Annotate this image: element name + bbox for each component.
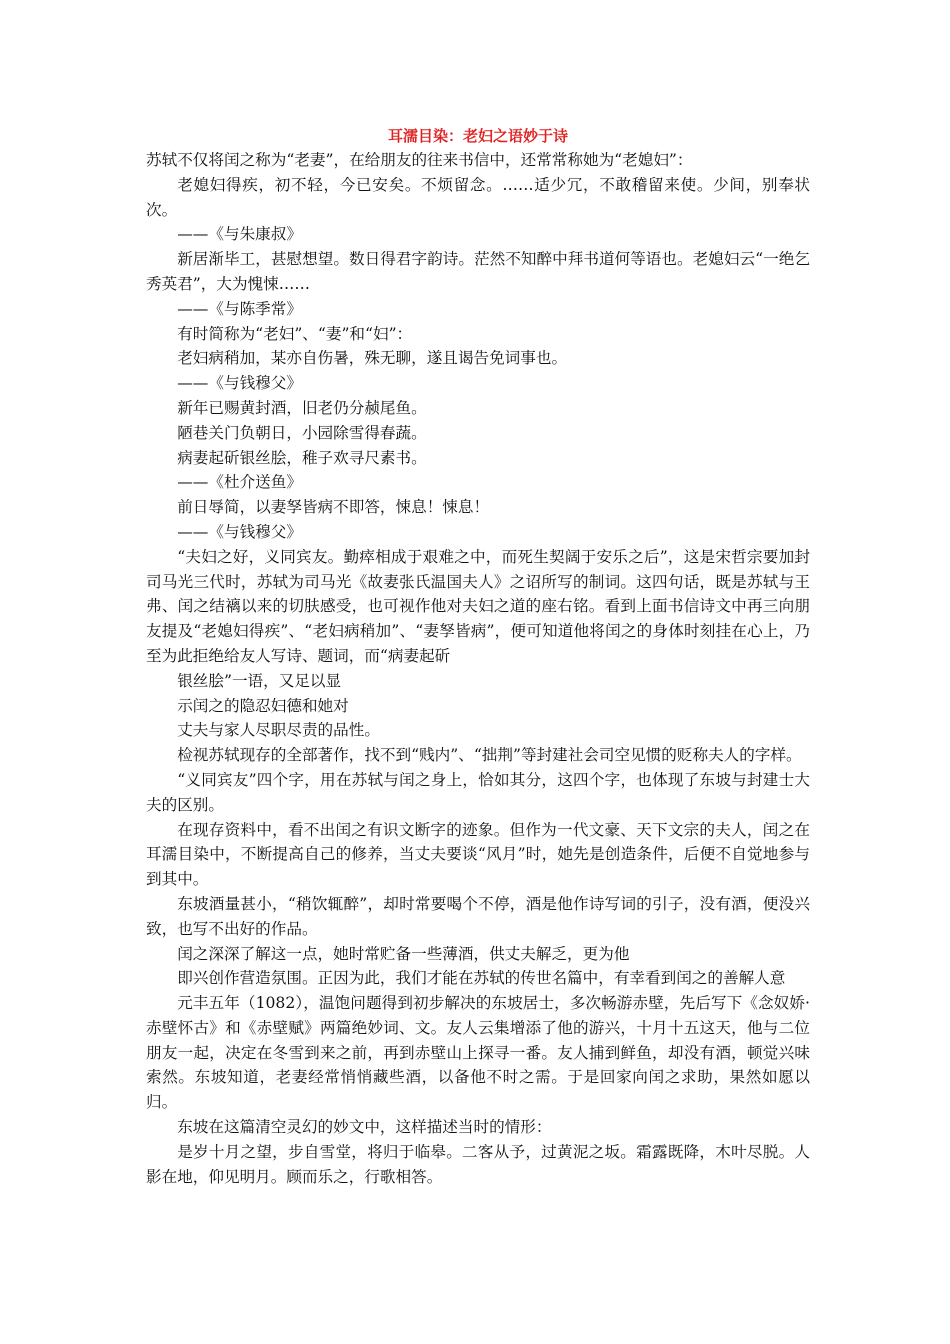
paragraph: 元丰五年（1082），温饱问题得到初步解决的东坡居士，多次畅游赤壁，先后写下《念奴娇·赤壁怀古》和《赤壁赋》两篇绝妙词、文。友人云集增添了他的游兴，十月十五这天，他与二位朋友一起，决定在冬雪到来之前，再到赤壁山上探寻一番。友人捕到鲜鱼，却没有酒，顿觉兴味索然。东坡知道，老妻经常悄悄藏些酒，以备他不时之需。于是回家向闰之求助，果然如愿以归。 bbox=[146, 994, 810, 1112]
paragraph: 在现存资料中，看不出闰之有识文断字的迹象。但作为一代文豪、天下文宗的夫人，闰之在耳濡目染中，不断提高自己的修养，当丈夫要谈“风月”时，她先是创造条件，后便不自觉地参与到其中。 bbox=[146, 820, 810, 889]
paragraph: 病妻起斫银丝脍，稚子欢寻尺素书。 bbox=[177, 448, 427, 467]
paragraph: 东坡在这篇清空灵幻的妙文中，这样描述当时的情形： bbox=[177, 1118, 552, 1137]
paragraph: 检视苏轼现存的全部著作，找不到“贱内”、“拙荆”等封建社会司空见惯的贬称夫人的字样。 bbox=[177, 746, 802, 765]
paragraph: 新居渐毕工，甚慰想望。数日得君字韵诗。茫然不知醉中拜书道何等语也。老媳妇云“一绝乞秀英君”，大为愧悚…… bbox=[146, 250, 810, 293]
paragraph: 苏轼不仅将闰之称为“老妻”，在给朋友的往来书信中，还常常称她为“老媳妇”： bbox=[146, 151, 693, 169]
paragraph: 丈夫与家人尽职尽责的品性。 bbox=[177, 721, 380, 740]
document-page bbox=[146, 124, 810, 1189]
paragraph: 老妇病稍加，某亦自伤暑，殊无聊，遂且谒告免词事也。 bbox=[177, 349, 568, 368]
paragraph: “义同宾友”四个字，用在苏轼与闰之身上，恰如其分，这四个字，也体现了东坡与封建士大夫的区别。 bbox=[146, 770, 810, 814]
paragraph: 是岁十月之望，步自雪堂，将归于临皋。二客从予，过黄泥之坂。霜露既降，木叶尽脱。人影在地，仰见明月。顾而乐之，行歌相答。 bbox=[146, 1142, 810, 1186]
paragraph: ——《杜介送鱼》 bbox=[177, 473, 302, 492]
paragraph: 老媳妇得疾，初不轻，今已安矣。不烦留念。……适少冗，不敢稽留来使。少间，别奉状次。 bbox=[146, 175, 810, 219]
paragraph: 有时简称为“老妇”、“妻”和“妇”： bbox=[177, 324, 413, 343]
paragraph: ——《与钱穆父》 bbox=[177, 522, 302, 541]
document-title: 耳濡目染：老妇之语妙于诗 bbox=[387, 127, 568, 145]
paragraph: 前日辱简，以妻孥皆病不即答，悚息！悚息！ bbox=[177, 498, 490, 517]
paragraph: 陋巷关门负朝日，小园除雪得春蔬。 bbox=[177, 423, 427, 442]
paragraph: 示闰之的隐忍妇德和她对 bbox=[177, 696, 349, 715]
paragraph: ——《与朱康叔》 bbox=[177, 225, 302, 244]
document-body bbox=[146, 148, 810, 1189]
paragraph: “夫妇之好，义同宾友。勤瘁相成于艰难之中，而死生契阔于安乐之后”，这是宋哲宗要加封司马光三代时，苏轼为司马光《故妻张氏温国夫人》之诏所写的制词。这四句话，既是苏轼与王弗、闰之结褵以来的切肤感受，也可视作他对夫妇之道的座右铭。看到上面书信诗文中再三向朋友提及“老媳妇得疾”、“老妇病稍加”、“妻孥皆病”，便可知道他将闰之的身体时刻挂在心上，乃至为此拒绝给友人写诗、题词，而“病妻起斫 bbox=[146, 547, 810, 665]
paragraph: 新年已赐黄封酒，旧老仍分赪尾鱼。 bbox=[177, 398, 427, 417]
paragraph: 银丝脍”一语，又足以显 bbox=[177, 671, 342, 690]
paragraph: 东坡酒量甚小，“稍饮辄醉”，却时常要喝个不停，酒是他作诗写词的引子，没有酒，便没兴致，也写不出好的作品。 bbox=[146, 894, 810, 938]
paragraph: 闰之深深了解这一点，她时常贮备一些薄酒，供丈夫解乏，更为他 bbox=[177, 944, 630, 963]
paragraph: ——《与钱穆父》 bbox=[177, 374, 302, 393]
paragraph: 即兴创作营造氛围。正因为此，我们才能在苏轼的传世名篇中，有幸看到闰之的善解人意 bbox=[177, 969, 786, 988]
paragraph: ——《与陈季常》 bbox=[177, 299, 302, 318]
